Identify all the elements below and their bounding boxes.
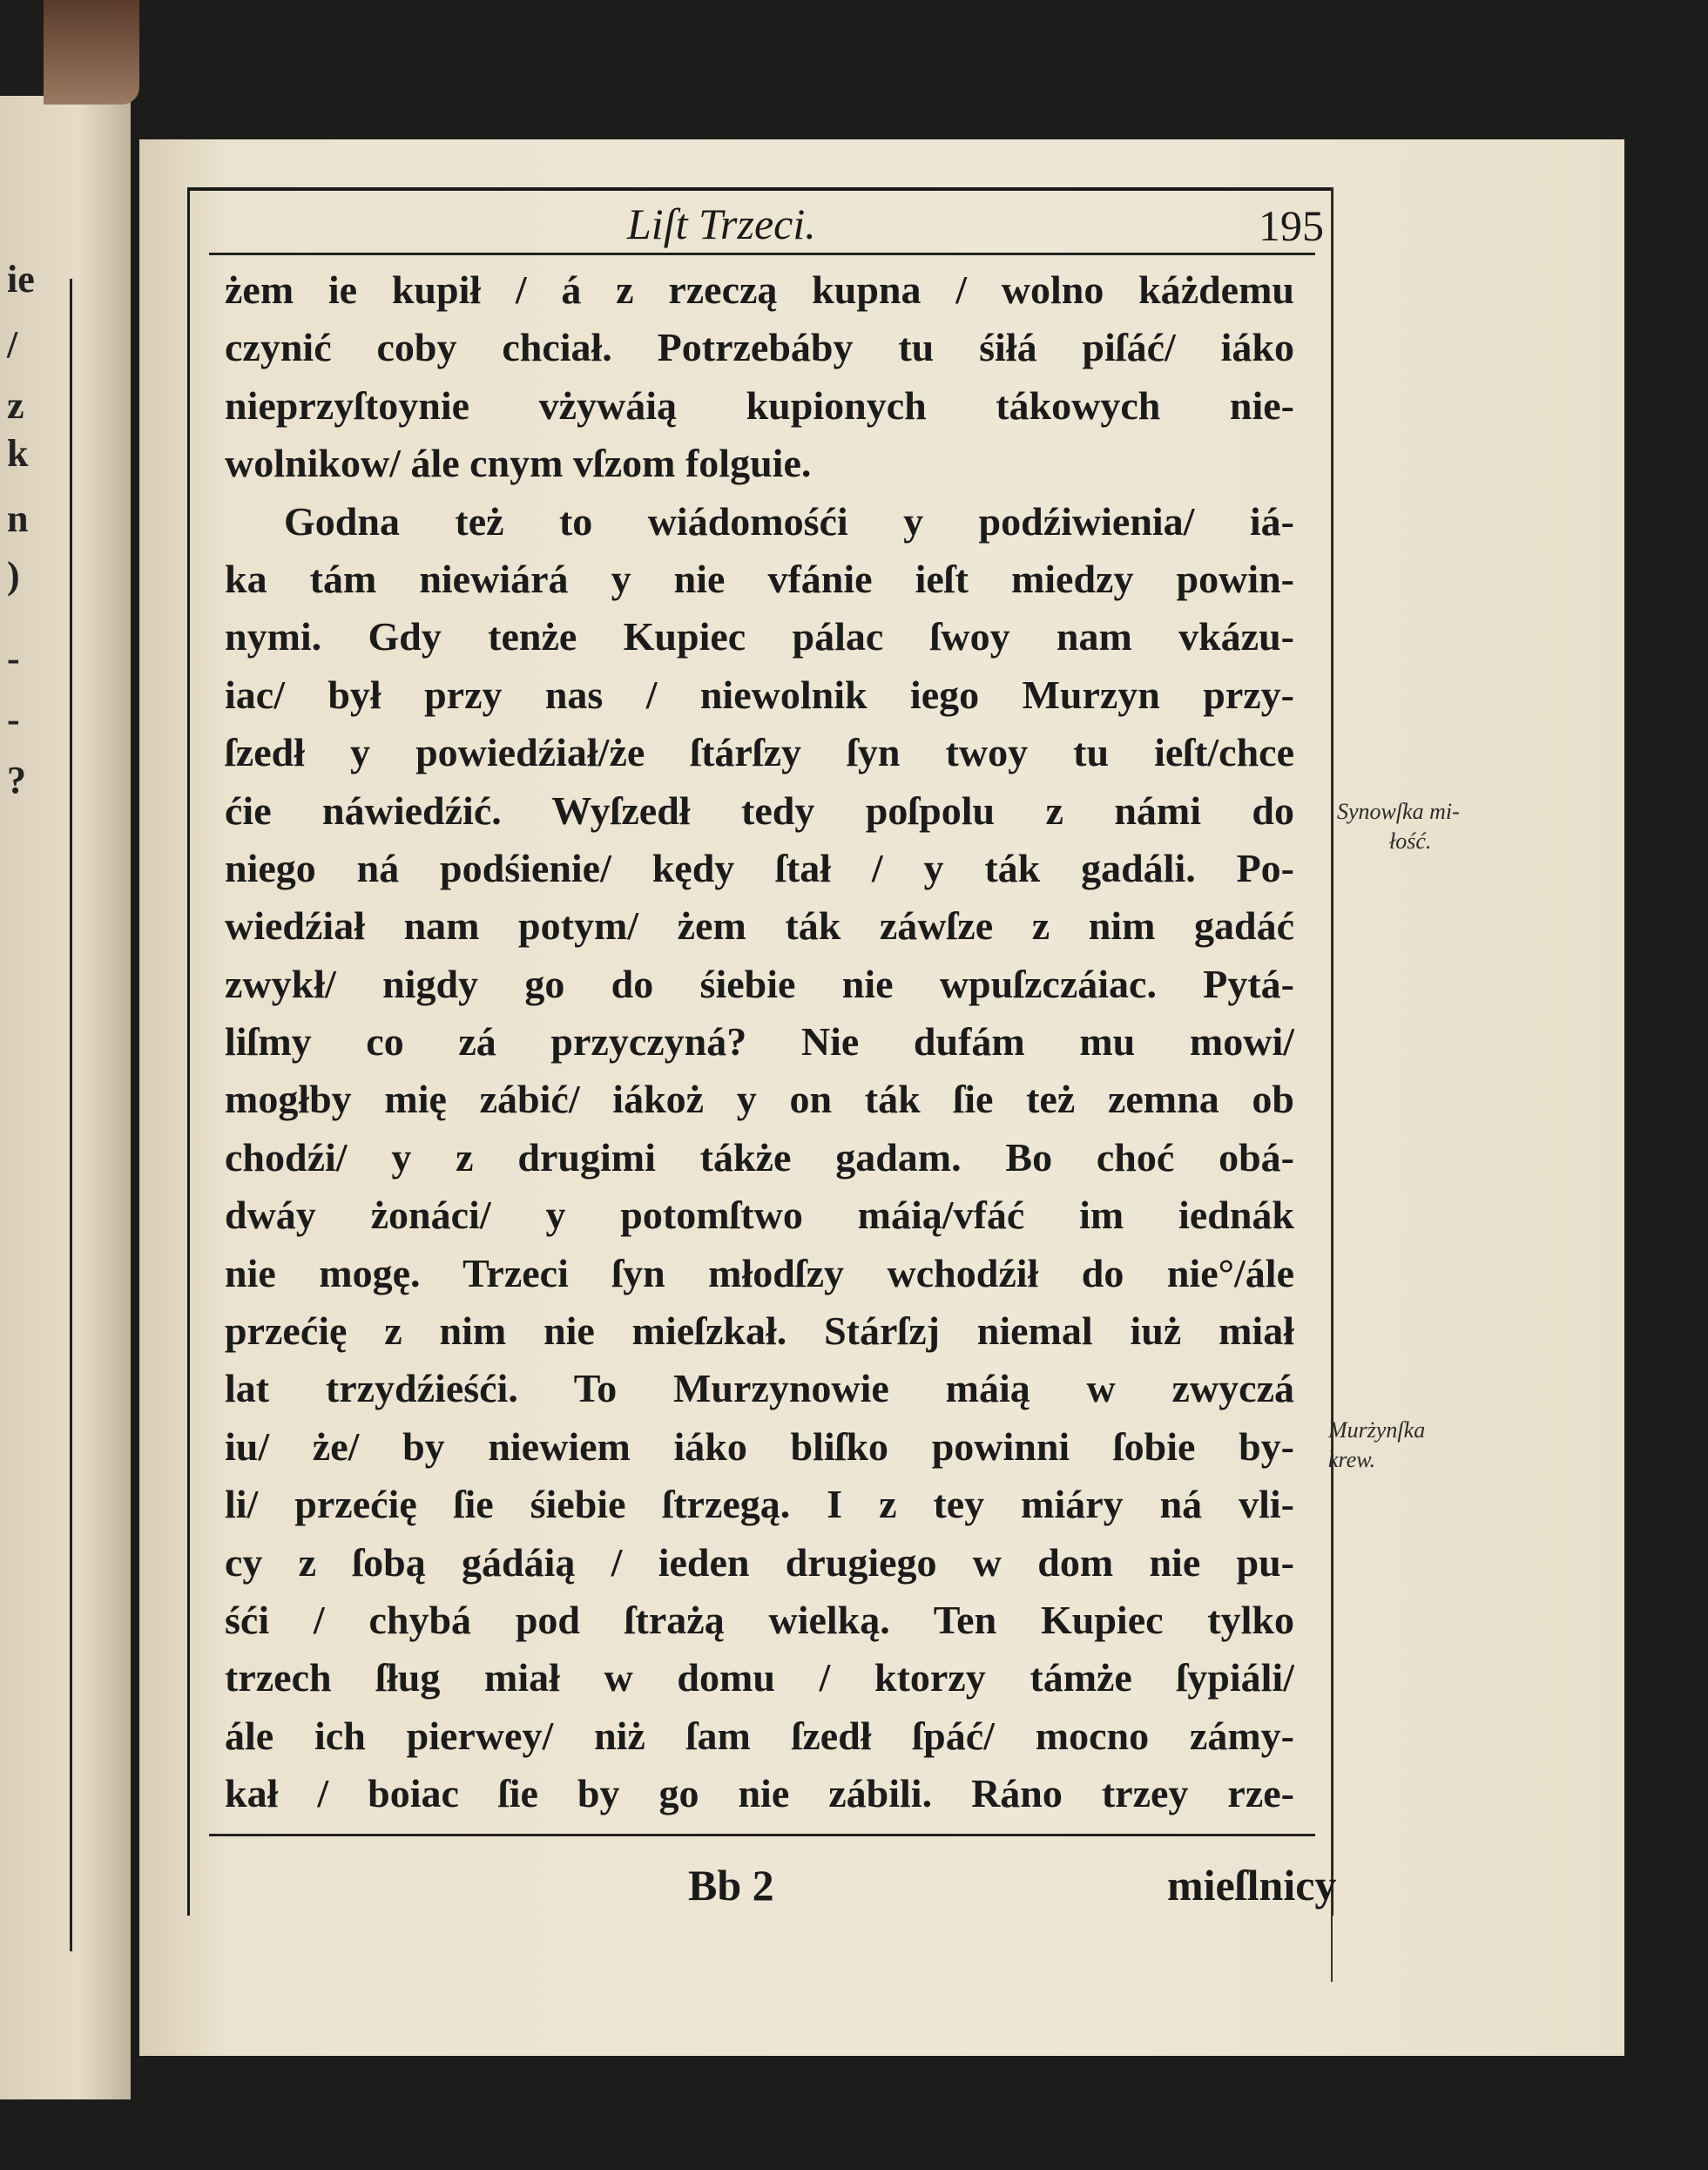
page-number: 195 bbox=[1259, 201, 1324, 250]
text-line: dwáy żonáci/ y potomſtwo máią/vfáć im iednák bbox=[225, 1193, 1294, 1238]
left-page-fragment: ie bbox=[7, 258, 35, 301]
text-line: ſzedł y powiedźiał/że ſtárſzy ſyn twoy tu ieſt/chce bbox=[225, 730, 1294, 775]
margin-note-line: Murżynſka bbox=[1328, 1417, 1426, 1443]
header-rule bbox=[209, 253, 1315, 255]
left-page-fragment: - bbox=[7, 637, 20, 679]
text-line: wolnikow/ ále cnym vſzom folguie. bbox=[225, 441, 812, 486]
text-line: Godna też to wiádomośći y podźiwienia/ iá- bbox=[284, 498, 1294, 544]
margin-note-line: Synowſka mi- bbox=[1337, 799, 1460, 824]
text-line: iu/ że/ by niewiem iáko bliſko powinni ſobie by- bbox=[225, 1423, 1294, 1469]
text-line: niego ná podśienie/ kędy ſtał / y ták gadáli. Po- bbox=[225, 845, 1294, 890]
text-line: iac/ był przy nas / niewolnik iego Murzyn przy- bbox=[225, 672, 1294, 717]
text-line: lat trzydźieśći. To Murzynowie máią w zwyczá bbox=[225, 1366, 1294, 1411]
text-line: żem ie kupił / á z rzeczą kupna / wolno káżdemu bbox=[225, 267, 1294, 312]
text-line: li/ przećię ſie śiebie ſtrzegą. I z tey miáry ná vli- bbox=[225, 1482, 1294, 1527]
text-line: nieprzyſtoynie vżywáią kupionych tákowych nie- bbox=[225, 382, 1294, 428]
text-line: przećię z nim nie mieſzkał. Stárſzj niemal iuż miał bbox=[225, 1308, 1294, 1354]
margin-note-line: krew. bbox=[1328, 1447, 1376, 1472]
running-title: Liſt Trzeci. bbox=[627, 199, 816, 248]
text-line: chodźi/ y z drugimi tákże gadam. Bo choć obá- bbox=[225, 1134, 1294, 1180]
text-line: trzech ſług miał w domu / ktorzy támże ſypiáli/ bbox=[225, 1655, 1294, 1700]
text-line: kał / boiac ſie by go nie zábili. Ráno trzey rze- bbox=[225, 1771, 1294, 1816]
footer-rule bbox=[209, 1834, 1315, 1836]
margin-note bbox=[1337, 797, 1460, 856]
margin-rule bbox=[1331, 187, 1333, 1982]
text-line: mogłby mię zábić/ iákoż y on ták ſie też zemna ob bbox=[225, 1077, 1294, 1122]
text-line: nymi. Gdy tenże Kupiec pálac ſwoy nam vkázu- bbox=[225, 614, 1294, 659]
text-line: ka tám niewiárá y nie vfánie ieſt miedzy powin- bbox=[225, 556, 1294, 601]
text-line: ále ich pierwey/ niż ſam ſzedł ſpáć/ mocno zámy- bbox=[225, 1713, 1294, 1758]
text-line: liſmy co zá przyczyná? Nie dufám mu mowi/ bbox=[225, 1019, 1294, 1065]
left-page-fragment: ? bbox=[7, 759, 26, 801]
catchword: mieſlnicy bbox=[1167, 1861, 1337, 1910]
text-line: zwykł/ nigdy go do śiebie nie wpuſzczáiac. Pytá- bbox=[225, 961, 1294, 1006]
left-page-fragment: - bbox=[7, 698, 20, 740]
text-line: nie mogę. Trzeci ſyn młodſzy wchodźił do nie°/ále bbox=[225, 1250, 1294, 1295]
left-page-fragment: / bbox=[7, 323, 18, 366]
text-line: cy z ſobą gádáią / ieden drugiego w dom nie pu- bbox=[225, 1539, 1294, 1585]
left-page-fragment: k bbox=[7, 432, 29, 475]
left-page-fragment: n bbox=[7, 497, 29, 540]
signature-mark: Bb 2 bbox=[688, 1861, 774, 1910]
margin-note-line: łość. bbox=[1389, 828, 1432, 854]
text-line: śći / chybá pod ſtrażą wielką. Ten Kupiec tylko bbox=[225, 1597, 1294, 1642]
text-line: czynić coby chciał. Potrzebáby tu śiłá piſáć/ iáko bbox=[225, 325, 1294, 370]
margin-note bbox=[1328, 1416, 1425, 1475]
left-page-fragment: z bbox=[7, 384, 24, 427]
left-page-edge bbox=[0, 96, 131, 2099]
body-text bbox=[225, 261, 1294, 1823]
text-line: wiedźiał nam potym/ żem ták záwſze z nim gadáć bbox=[225, 903, 1294, 949]
book-cover-corner bbox=[44, 0, 139, 105]
left-page-fragment: ) bbox=[7, 554, 20, 597]
left-page-rule bbox=[70, 279, 72, 1951]
text-line: ćie náwiedźić. Wyſzedł tedy poſpolu z námi do bbox=[225, 788, 1294, 833]
